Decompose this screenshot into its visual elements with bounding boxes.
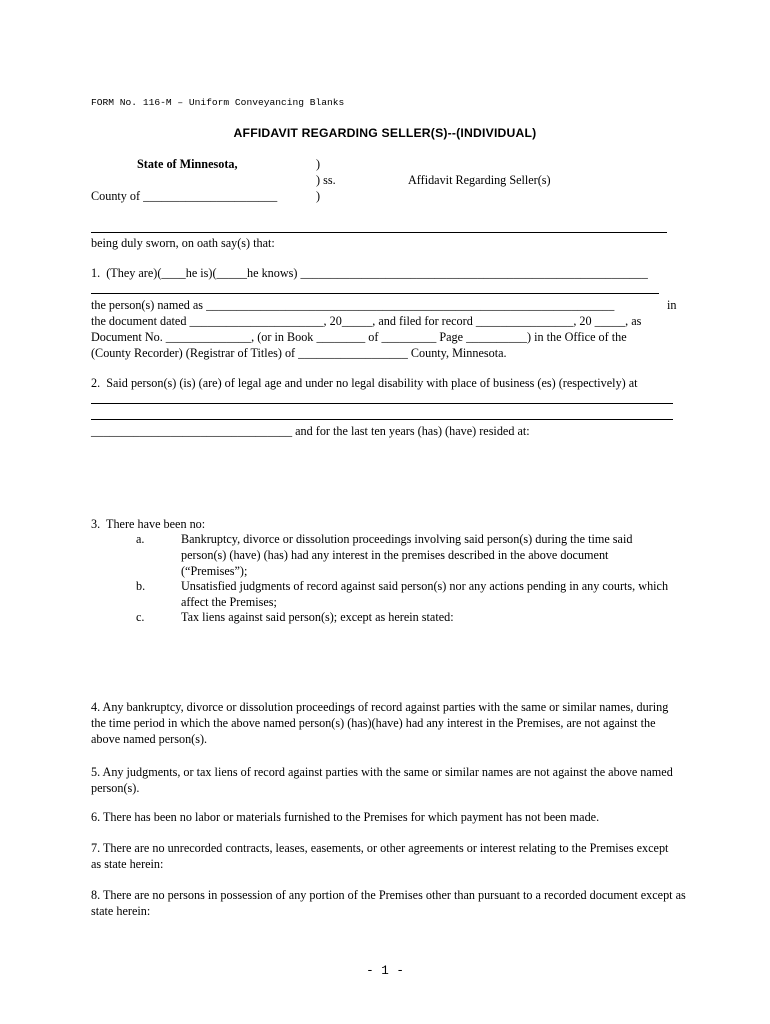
section-5: 5. Any judgments, or tax liens of record against parties with the same or similar names are not against the above named person(s).	[91, 765, 673, 795]
sworn-statement: being duly sworn, on oath say(s) that:	[91, 236, 275, 250]
section-3-item-b-label: b.	[136, 579, 146, 593]
section-2-address-line-1[interactable]	[91, 403, 673, 404]
section-3-item-a-label: a.	[136, 532, 145, 546]
section-2-line-2: _________________________________ and for the last ten years (has) (have) resided at:	[91, 424, 530, 438]
section-8: 8. There are no persons in possession of any portion of the Premises other than pursuant to a recorded document except as state herein:	[91, 888, 686, 918]
section-3-item-a-text: Bankruptcy, divorce or dissolution proceedings involving said person(s) during the time said person(s) (have) (has) had any interest in the premises described in the above document (“Premises”);	[181, 532, 633, 578]
section-1-line-2-end: in	[667, 298, 677, 312]
venue-state: State of Minnesota,	[137, 157, 238, 171]
section-2-line-1: 2. Said person(s) (is) (are) of legal age and under no legal disability with place of business (es) (respectively) at	[91, 376, 638, 390]
section-7: 7. There are no unrecorded contracts, leases, easements, or other agreements or interest relating to the Premises except as state herein:	[91, 841, 669, 871]
form-header: FORM No. 116-M – Uniform Conveyancing Blanks	[91, 97, 345, 108]
venue-paren-1: )	[316, 157, 321, 171]
section-1-line-3: the document dated ______________________, 20_____, and filed for record ________________, 20 _____, as	[91, 314, 642, 328]
venue-county: County of ______________________	[91, 189, 278, 203]
section-1-line-4: Document No. ______________, (or in Book ________ of _________ Page __________) in the Office of the	[91, 330, 627, 344]
section-1-line-1: 1. (They are)(____he is)(_____he knows) _________________________________________________________	[91, 266, 648, 280]
section-1-blank-line[interactable]	[91, 293, 659, 294]
section-3-item-c-label: c.	[136, 610, 145, 624]
section-2-address-line-2[interactable]	[91, 419, 673, 420]
section-4: 4. Any bankruptcy, divorce or dissolution proceedings of record against parties with the same or similar names, during the time period in which the above named person(s) (has)(have) had any interest in the Premises, are not against the above named person(s).	[91, 700, 669, 746]
section-3-item-c-text: Tax liens against said person(s); except as herein stated:	[181, 610, 454, 624]
document-title: AFFIDAVIT REGARDING SELLER(S)--(INDIVIDUAL)	[233, 126, 537, 140]
section-6: 6. There has been no labor or materials furnished to the Premises for which payment has not been made.	[91, 810, 600, 824]
venue-ss: ) ss.	[316, 173, 336, 187]
page-number: - 1 -	[366, 964, 404, 978]
section-1-line-5: (County Recorder) (Registrar of Titles) of __________________ County, Minnesota.	[91, 346, 507, 360]
venue-paren-3: )	[316, 189, 321, 203]
affiant-name-line[interactable]	[91, 232, 667, 233]
affidavit-label: Affidavit Regarding Seller(s)	[408, 173, 551, 187]
section-3-item-b-text: Unsatisfied judgments of record against said person(s) nor any actions pending in any courts, which affect the Premises;	[181, 579, 669, 609]
section-1-line-2: the person(s) named as ___________________________________________________________________	[91, 298, 615, 312]
section-3-intro: 3. There have been no:	[91, 517, 206, 531]
